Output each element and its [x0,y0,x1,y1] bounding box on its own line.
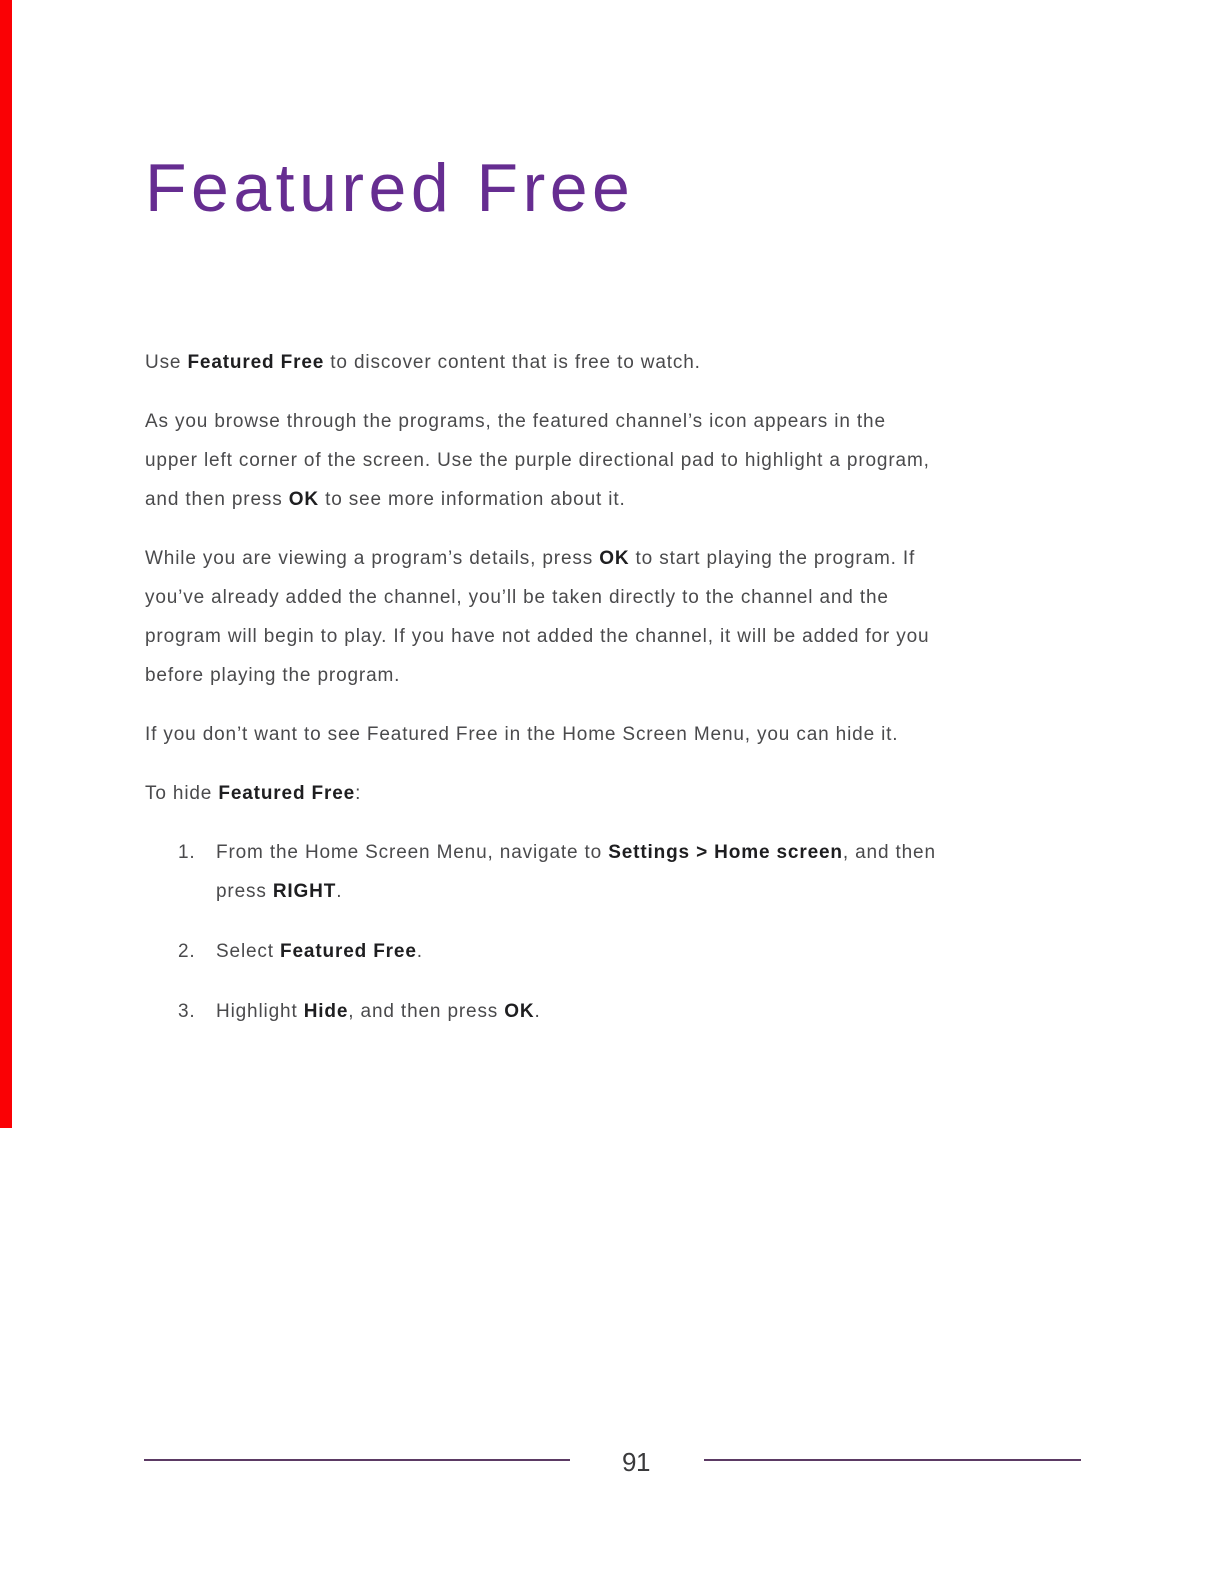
list-item [145,932,1081,971]
paragraph-details: While you are viewing a program’s details, press OK to start playing the program. If you’ve already added the channel, you’ll be taken directly to the channel and the program will begin to play. If you have not added the channel, it will be added for you before playing the program. [145,548,930,686]
list-item-text: Select Featured Free. [216,941,423,962]
list-item-number: 2. [178,941,196,962]
footer-rule-right [704,1459,1081,1461]
page-title: Featured Free [145,150,635,226]
paragraph-hide-info: If you don’t want to see Featured Free in the Home Screen Menu, you can hide it. [145,724,899,745]
list-item-text: Highlight Hide, and then press OK. [216,1001,541,1022]
paragraph-browse: As you browse through the programs, the featured channel’s icon appears in the upper left corner of the screen. Use the purple directional pad to highlight a program, and then press OK to see more information about it. [145,411,930,510]
list-item-number: 1. [178,842,196,863]
left-edge-red-bar [0,0,12,1128]
numbered-list [145,833,1081,1031]
page-content [145,150,1081,1052]
paragraph-hide-heading: To hide Featured Free: [145,783,362,804]
footer-rule-left [144,1459,570,1461]
list-item [145,992,1081,1031]
list-item-text: From the Home Screen Menu, navigate to Settings > Home screen, and then press RIGHT. [216,842,936,902]
page-number: 91 [622,1447,650,1477]
list-item [145,833,1081,911]
paragraph-intro: Use Featured Free to discover content that is free to watch. [145,352,701,373]
list-item-number: 3. [178,1001,196,1022]
